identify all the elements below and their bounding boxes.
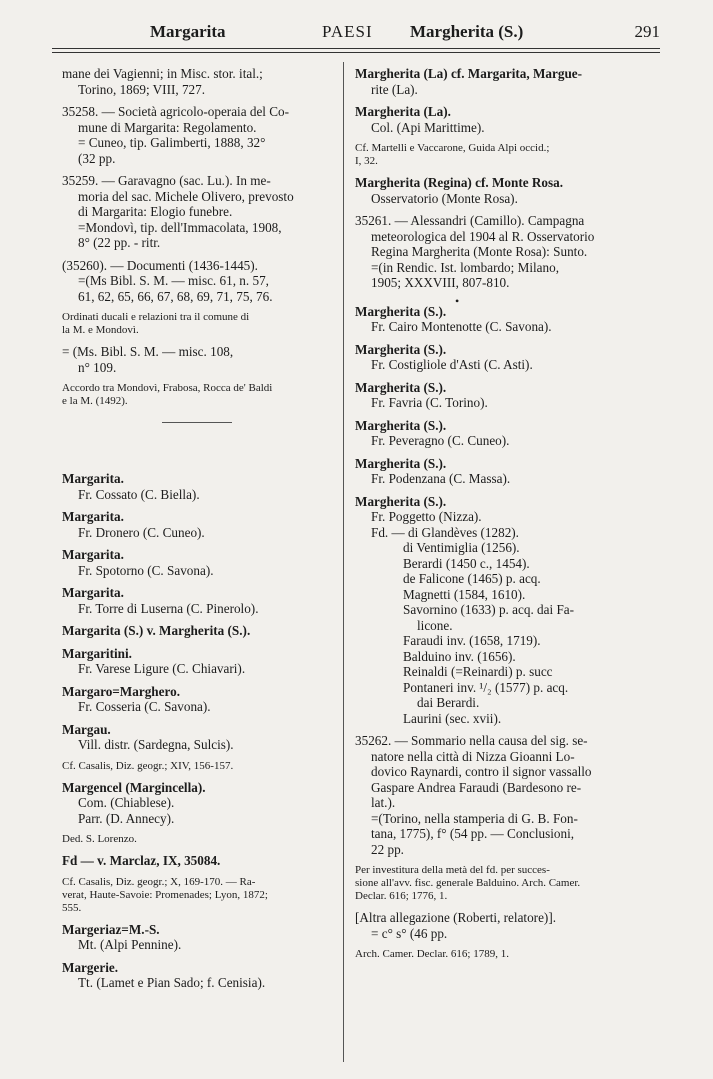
note-line: sione all'avv. fisc. generale Balduino. Arch. Camer. xyxy=(355,877,581,889)
entry-line: =(Ms Bibl. S. M. — misc. 61, n. 57, xyxy=(78,273,269,288)
entry-line: Savornino (1633) p. acq. dai Fa- xyxy=(403,602,575,617)
note-line: Accordo tra Mondovì, Frabosa, Rocca de' Baldi xyxy=(62,382,273,394)
entry-line: Fr. Varese Ligure (C. Chiavari). xyxy=(78,661,246,676)
entry xyxy=(355,418,643,449)
entry-line: =(Torino, nella stamperia di G. B. Fon- xyxy=(371,810,578,826)
running-header xyxy=(52,22,660,46)
entry-line: Mt. (Alpi Pennine). xyxy=(78,937,182,952)
entry-line: meteorologica del 1904 al R. Osservatorio xyxy=(371,228,595,244)
entry-line: Regina Margherita (Monte Rosa): Sunto. xyxy=(371,244,588,259)
entry-line: natore nella città di Nizza Gioanni Lo- xyxy=(371,748,575,764)
entry-line: Fr. Dronero (C. Cuneo). xyxy=(78,524,205,540)
entry-line: mune di Margarita: Regolamento. xyxy=(78,119,257,135)
entry xyxy=(62,960,334,991)
entry xyxy=(355,104,643,135)
entry-line: Berardi (1450 c., 1454). xyxy=(403,555,530,571)
entry xyxy=(62,547,334,578)
note-line: la M. e Mondovì. xyxy=(62,324,139,336)
entry xyxy=(62,623,334,639)
entry-line: [Altra allegazione (Roberti, relatore)]. xyxy=(355,910,557,925)
entry xyxy=(62,258,334,305)
entry-line: de Falicone (1465) p. acq. xyxy=(403,571,541,586)
entry-line: =(in Rendic. Ist. lombardo; Milano, xyxy=(371,259,560,275)
entry-line: Faraudi inv. (1658, 1719). xyxy=(403,633,541,648)
entry-line: Col. (Api Marittime). xyxy=(371,119,485,135)
headword: Margeriaz=M.-S. xyxy=(62,921,160,937)
headword: Margherita (S.). xyxy=(355,341,447,357)
entry-line: Fr. Spotorno (C. Savona). xyxy=(78,562,214,578)
left-column xyxy=(62,66,334,998)
entry-line: Fr. Cairo Montenotte (C. Savona). xyxy=(371,319,552,334)
entry-line: 35262. — Sommario nella causa del sig. se- xyxy=(355,733,588,748)
headword: Margencel (Margincella). xyxy=(62,779,206,795)
entry xyxy=(62,922,334,953)
entry-line: Fr. Peveragno (C. Cuneo). xyxy=(371,433,510,448)
entry-line: 35258. — Società agricolo-operaia del Co- xyxy=(62,104,290,119)
note-line: 555. xyxy=(62,901,82,914)
headword: Margarita. xyxy=(62,547,124,562)
entry-line: tana, 1775), f° (54 pp. — Conclusioni, xyxy=(371,826,575,841)
entry xyxy=(62,66,334,97)
headword: Margarita. xyxy=(62,509,124,524)
note-line: e la M. (1492). xyxy=(62,395,128,407)
entry xyxy=(62,471,334,502)
entry-line: Osservatorio (Monte Rosa). xyxy=(371,190,518,206)
entry xyxy=(355,948,643,961)
entry-line: di Margarita: Elogio funebre. xyxy=(78,204,233,219)
headword: Margherita (La). xyxy=(355,104,451,119)
headword: Margherita (S.). xyxy=(355,303,447,319)
entry xyxy=(62,509,334,540)
entry-line: Fr. Costigliole d'Asti (C. Asti). xyxy=(371,357,533,372)
headword: Margaro=Marghero. xyxy=(62,683,180,699)
headword: Margau. xyxy=(62,721,111,737)
entry xyxy=(355,494,643,727)
right-column xyxy=(355,66,643,968)
entry-line: di Ventimiglia (1256). xyxy=(403,540,520,555)
entry xyxy=(62,684,334,715)
headword: Margherita (S.). xyxy=(355,379,447,395)
entry xyxy=(62,344,334,375)
headword: Fd — v. Marclaz, IX, 35084. xyxy=(62,853,221,868)
headword: Margherita (La) cf. Margarita, Margue- xyxy=(355,66,583,81)
entry xyxy=(62,833,334,846)
headword: Margarita (S.) v. Margherita (S.). xyxy=(62,623,251,638)
note-line: Cf. Casalis, Diz. geogr.; XIV, 156-157. xyxy=(62,759,234,772)
entry-line: Magnetti (1584, 1610). xyxy=(403,586,526,602)
entry-separator xyxy=(162,422,232,423)
entry-line: 22 pp. xyxy=(371,841,404,857)
entry-line: rite (La). xyxy=(371,81,418,97)
note-line: I, 32. xyxy=(355,155,378,167)
entry xyxy=(62,876,334,915)
entry-line: 35261. — Alessandri (Camillo). Campagna xyxy=(355,213,585,228)
entry xyxy=(62,311,334,337)
entry-line: Torino, 1869; VIII, 727. xyxy=(78,81,206,97)
entry-line: mane dei Vagienni; in Misc. stor. ital.; xyxy=(62,66,263,81)
entry-line: Pontaneri inv. ¹/₂ (1577) p. acq. xyxy=(403,679,569,695)
headword: Margherita (S.). xyxy=(355,493,447,509)
entry-line: 1905; XXXVIII, 807-810. xyxy=(371,275,510,290)
headword: Margarita. xyxy=(62,585,124,600)
entry xyxy=(355,175,643,206)
entry xyxy=(62,780,334,827)
entry-line: (32 pp. xyxy=(78,150,116,166)
entry xyxy=(62,760,334,773)
entry-line: Com. (Chiablese). xyxy=(78,795,175,810)
entry-line: = (Ms. Bibl. S. M. — misc. 108, xyxy=(62,344,234,359)
headword: Margarita. xyxy=(62,471,124,486)
entry-line: 61, 62, 65, 66, 67, 68, 69, 71, 75, 76. xyxy=(78,288,273,304)
entry-line: dovico Raynardi, contro il signor vassallo xyxy=(371,764,592,779)
headword: Margerie. xyxy=(62,959,119,975)
header-right-title: Margherita (S.) xyxy=(410,22,524,41)
entry-line: Reinaldi (=Reinardi) p. succ xyxy=(403,664,553,679)
entry-line: 8° (22 pp. - ritr. xyxy=(78,235,161,250)
note-line: Arch. Camer. Declar. 616; 1789, 1. xyxy=(355,948,509,960)
entry-line: Laurini (sec. xvii). xyxy=(403,710,502,726)
page-number: 291 xyxy=(634,22,660,41)
entry-line: Fr. Cossato (C. Biella). xyxy=(78,486,200,502)
entry-line: Fd. — di Glandèves (1282). xyxy=(371,524,519,540)
entry xyxy=(62,382,334,408)
entry-line: licone. xyxy=(417,617,453,633)
entry xyxy=(355,142,643,168)
note-line: Cf. Martelli e Vaccarone, Guida Alpi occid.; xyxy=(355,142,550,154)
entry xyxy=(355,910,643,941)
headword: Margaritini. xyxy=(62,645,132,661)
note-line: Ordinati ducali e relazioni tra il comune di xyxy=(62,311,250,323)
entry-line: Gaspare Andrea Faraudi (Bardesono re- xyxy=(371,779,582,795)
entry-line: Balduino inv. (1656). xyxy=(403,648,516,664)
note-line: verat, Haute-Savoie: Promenades; Lyon, 1872; xyxy=(62,888,268,901)
column-divider xyxy=(343,62,344,1062)
entry-line: Fr. Torre di Luserna (C. Pinerolo). xyxy=(78,600,259,616)
entry-line: =Mondovì, tip. dell'Immacolata, 1908, xyxy=(78,219,282,235)
note-line: Declar. 616; 1776, 1. xyxy=(355,890,448,902)
note-line: Cf. Casalis, Diz. geogr.; X, 169-170. — Ra- xyxy=(62,875,256,888)
entry-line: n° 109. xyxy=(78,359,117,375)
header-left-title: Margarita xyxy=(150,22,226,41)
entry-line: lat.). xyxy=(371,795,396,810)
entry xyxy=(355,304,643,335)
entry xyxy=(355,213,643,291)
headword: Margherita (Regina) cf. Monte Rosa. xyxy=(355,175,564,190)
margin-mark: • xyxy=(455,293,460,308)
headword: Margherita (S.). xyxy=(355,455,447,471)
entry xyxy=(355,342,643,373)
header-rule-top xyxy=(52,48,660,49)
entry-line: (35260). — Documenti (1436-1445). xyxy=(62,257,258,273)
entry-line: = c° s° (46 pp. xyxy=(371,925,448,941)
entry xyxy=(62,722,334,753)
entry-line: = Cuneo, tip. Galimberti, 1888, 32° xyxy=(78,135,266,150)
entry xyxy=(62,104,334,166)
entry-line: dai Berardi. xyxy=(417,695,480,710)
entry-line: Tt. (Lamet e Pian Sado; f. Cenisia). xyxy=(78,975,266,990)
entry-line: Fr. Favria (C. Torino). xyxy=(371,395,488,410)
entry xyxy=(355,864,643,903)
entry xyxy=(355,66,643,97)
entry xyxy=(62,646,334,677)
entry xyxy=(62,173,334,251)
note-line: Ded. S. Lorenzo. xyxy=(62,833,137,845)
entry-line: 35259. — Garavagno (sac. Lu.). In me- xyxy=(62,173,271,188)
entry xyxy=(62,585,334,616)
entry-line: moria del sac. Michele Olivero, prevosto xyxy=(78,188,294,204)
entry-line: Fr. Cosseria (C. Savona). xyxy=(78,699,211,714)
entry-line: Parr. (D. Annecy). xyxy=(78,810,175,826)
headword: Margherita (S.). xyxy=(355,417,447,433)
entry xyxy=(62,853,334,869)
header-section: PAESI xyxy=(322,22,373,41)
entry xyxy=(355,456,643,487)
entry-line: Fr. Podenzana (C. Massa). xyxy=(371,471,511,486)
entry xyxy=(355,380,643,411)
note-line: Per investitura della metà del fd. per succes- xyxy=(355,864,550,876)
entry-line: Vill. distr. (Sardegna, Sulcis). xyxy=(78,737,234,752)
header-rule-bottom xyxy=(52,52,660,53)
entry-line: Fr. Poggetto (Nizza). xyxy=(371,509,482,524)
entry xyxy=(355,733,643,857)
